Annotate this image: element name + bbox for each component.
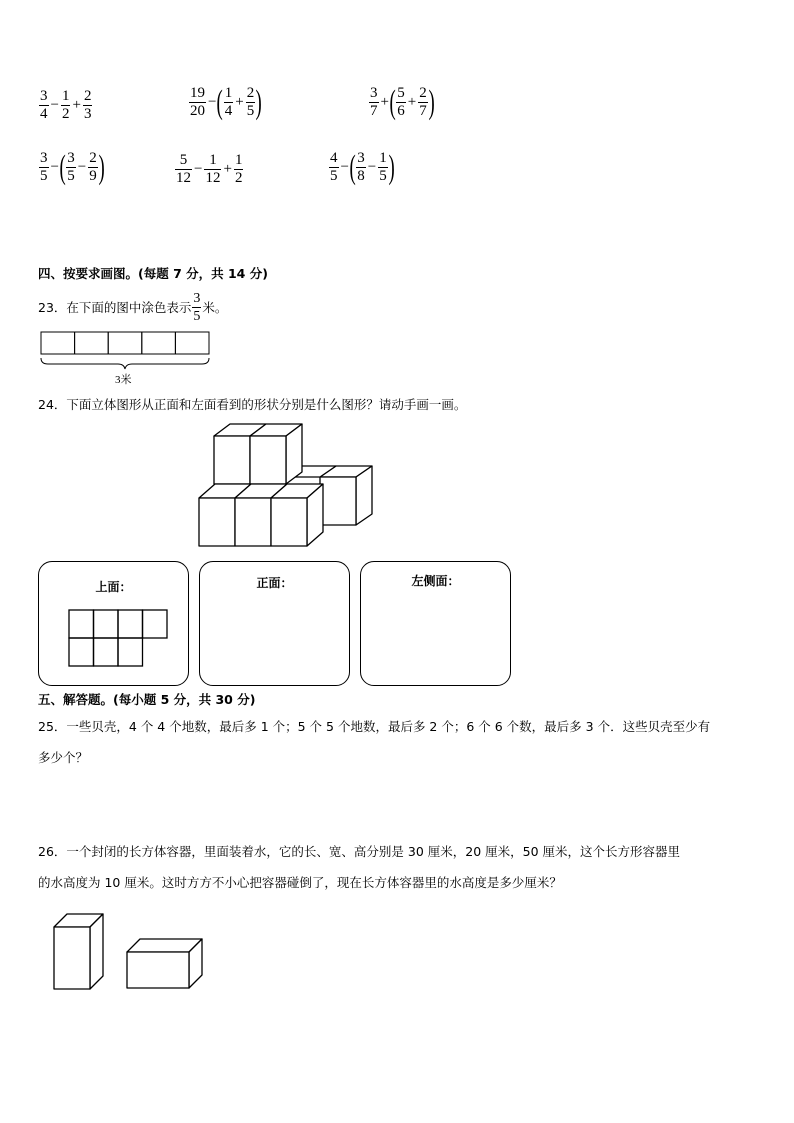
top-view-label: 上面： (95, 580, 132, 594)
operator: − (50, 159, 59, 175)
operator: + (223, 161, 232, 177)
expression-1 (38, 88, 93, 123)
fraction: $\frac{1}{12}$ (205, 152, 221, 186)
question-25-line-2: 多少个？ (38, 750, 89, 765)
top-view-panel (38, 561, 189, 686)
container-drawings (50, 908, 210, 992)
fraction: $\frac{5}{12}$ (176, 152, 191, 186)
operator: + (407, 94, 417, 110)
fraction: $\frac{2}{7}$ (419, 85, 427, 119)
right-paren: ) (255, 83, 263, 121)
right-paren: ) (388, 148, 395, 186)
right-paren: ) (428, 83, 435, 121)
left-paren: ( (389, 83, 396, 121)
question-24: 24．下面立体图形从正面和左面看到的形状分别是什么图形？请动手画一画。 (38, 397, 467, 412)
operator: − (367, 159, 377, 175)
brace (41, 358, 209, 369)
fraction: $\frac{4}{5}$ (330, 150, 338, 184)
left-paren: ( (59, 148, 66, 186)
section-5-heading: 五、解答题。(每小题 5 分，共 30 分) (38, 692, 256, 707)
operator: + (72, 97, 81, 113)
fraction: $\frac{3}{4}$ (40, 88, 48, 122)
question-26 (38, 836, 758, 898)
front-view-label: 正面： (256, 576, 293, 590)
fraction: $\frac{2}{9}$ (89, 150, 97, 184)
bar-cells[interactable] (41, 332, 209, 354)
right-paren: ) (98, 148, 105, 186)
question-23-suffix: 米。 (202, 300, 228, 315)
question-25-line-1: 25．一些贝壳，4 个 4 个地数，最后多 1 个；5 个 5 个地数，最后多 2 个；6 个 6 个数，最后多 3 个．这些贝壳至少有 (38, 719, 711, 734)
operator: − (208, 94, 217, 110)
cube-stack-figure (196, 418, 378, 548)
left-view-label: 左侧面： (411, 574, 460, 588)
fraction: $\frac{3}{7}$ (370, 85, 378, 119)
operator: + (380, 94, 389, 110)
operator: − (77, 159, 87, 175)
fraction: $\frac{3}{8}$ (357, 150, 365, 184)
expression-2 (188, 85, 262, 120)
operator: − (50, 97, 59, 113)
expression-3 (368, 85, 434, 120)
fraction: $\frac{19}{20}$ (190, 85, 205, 119)
question-23-prefix: 23．在下面的图中涂色表示 (38, 300, 192, 315)
fraction: $\frac{2}{3}$ (83, 88, 92, 122)
operator: + (235, 94, 244, 110)
question-26-line-2: 的水高度为 10 厘米。这时方方不小心把容器碰倒了，现在长方体容器里的水高度是多少厘米？ (38, 875, 562, 890)
fraction: $\frac{1}{2}$ (61, 88, 70, 122)
fraction: $\frac{1}{5}$ (379, 150, 387, 184)
front-view-panel[interactable] (199, 561, 350, 686)
bar-length-label: 3米 (115, 374, 132, 386)
top-view-grid (68, 609, 170, 669)
upright-container (54, 914, 103, 989)
operator: − (340, 159, 349, 175)
left-view-panel[interactable] (360, 561, 511, 686)
expression-6 (328, 150, 394, 185)
left-paren: ( (349, 148, 356, 186)
fraction: $\frac{2}{5}$ (246, 85, 255, 119)
fraction: $\frac{3}{5}$ (40, 150, 48, 184)
left-paren: ( (217, 83, 224, 121)
fraction: $\frac{3}{5}$ (67, 150, 75, 184)
fraction: $\frac{1}{2}$ (234, 152, 243, 186)
fraction: $\frac{3}{5}$ (193, 291, 201, 324)
operator: − (194, 161, 203, 177)
expression-5 (174, 152, 244, 187)
section-4-heading: 四、按要求画图。(每题 7 分，共 14 分) (38, 266, 268, 281)
fraction: $\frac{1}{4}$ (224, 85, 233, 119)
question-26-line-1: 26．一个封闭的长方体容器，里面装着水，它的长、宽、高分别是 30 厘米，20 厘米，50 厘米，这个长方形容器里 (38, 844, 681, 859)
expression-4 (38, 150, 104, 185)
toppled-container (127, 939, 202, 988)
question-23 (38, 290, 227, 325)
fraction: $\frac{5}{6}$ (397, 85, 405, 119)
question-25 (38, 711, 758, 773)
